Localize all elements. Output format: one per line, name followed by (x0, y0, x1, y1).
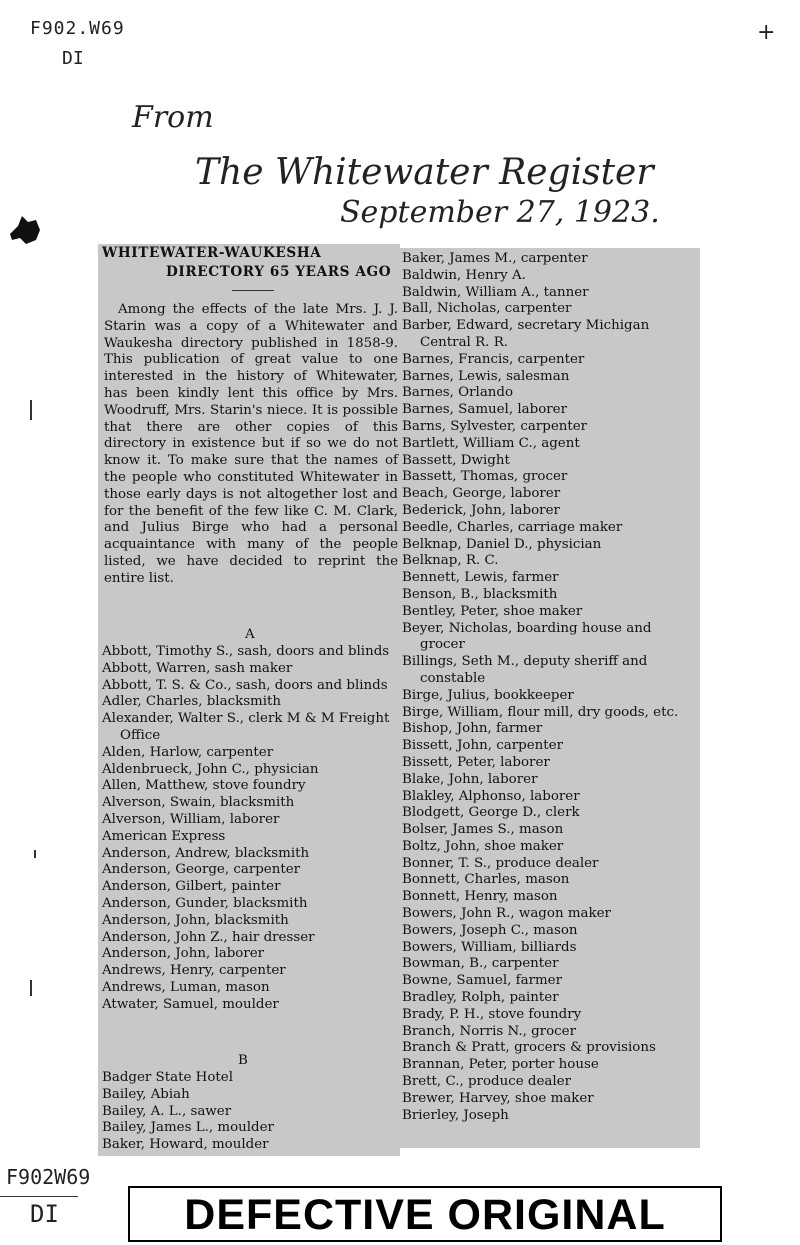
handwritten-source: The Whitewater Register (195, 152, 654, 193)
directory-entry: Birge, William, flour mill, dry goods, etc. (402, 704, 679, 720)
directory-entry: Bowers, Joseph C., mason (402, 922, 578, 938)
directory-entry: Brady, P. H., stove foundry (402, 1006, 582, 1022)
directory-entry: Brett, C., produce dealer (402, 1074, 571, 1090)
directory-entry: Aldenbrueck, John C., physician (102, 761, 319, 777)
directory-entry: Bonnett, Charles, mason (402, 872, 570, 888)
directory-entry: Baldwin, Henry A. (402, 267, 526, 283)
directory-entry: Anderson, George, carpenter (102, 862, 301, 878)
directory-entry: Anderson, John, blacksmith (102, 912, 289, 928)
headline-line-2: DIRECTORY 65 YEARS AGO (166, 264, 392, 280)
directory-entry: Adler, Charles, blacksmith (102, 694, 282, 710)
catalog-sub-bottom: DI (30, 1200, 59, 1228)
directory-entry: Boltz, John, shoe maker (402, 838, 564, 854)
directory-entry: Bennett, Lewis, farmer (402, 570, 559, 586)
directory-entry: Baldwin, William A., tanner (402, 284, 589, 300)
directory-entry: Blakley, Alphonso, laborer (402, 788, 580, 804)
directory-entry: Bolser, James S., mason (402, 822, 564, 838)
directory-entry: Abbott, T. S. & Co., sash, doors and blinds (102, 677, 388, 693)
directory-entry: Anderson, Andrew, blacksmith (102, 845, 310, 861)
directory-entry: Birge, Julius, bookkeeper (402, 687, 574, 703)
directory-entry: Andrews, Henry, carpenter (102, 963, 286, 979)
directory-entry: Abbott, Warren, sash maker (102, 660, 293, 676)
directory-entry: Bonnett, Henry, mason (402, 889, 558, 905)
catalog-number-top: F902.W69 (30, 18, 125, 39)
directory-entry: Bailey, Abiah (102, 1086, 190, 1102)
directory-entry: Belknap, R. C. (402, 553, 499, 569)
catalog-sub-top: DI (62, 48, 84, 69)
directory-entry: Allen, Matthew, stove foundry (102, 778, 306, 794)
directory-entry: Barnes, Francis, carpenter (402, 351, 585, 367)
directory-entry: Barnes, Lewis, salesman (402, 368, 570, 384)
section-letter-a: A (245, 627, 255, 642)
directory-entry: Bonner, T. S., produce dealer (402, 855, 599, 871)
ink-blot-icon (6, 212, 44, 248)
catalog-underline (0, 1196, 78, 1197)
directory-entry: Barns, Sylvester, carpenter (402, 418, 588, 434)
directory-entry: Bassett, Dwight (402, 452, 510, 468)
directory-entry: Ball, Nicholas, carpenter (402, 301, 572, 317)
directory-entry: Alexander, Walter S., clerk M & M Freight Office (102, 711, 390, 743)
directory-entry: Brannan, Peter, porter house (402, 1057, 599, 1073)
directory-entry: Barnes, Orlando (402, 385, 514, 401)
directory-entry: Brierley, Joseph (402, 1107, 509, 1123)
directory-entry: Bowne, Samuel, farmer (402, 973, 562, 989)
directory-entry: Bradley, Rolph, painter (402, 990, 559, 1006)
directory-entry: American Express (102, 828, 226, 844)
margin-mark (30, 980, 32, 996)
intro-paragraph: Among the effects of the late Mrs. J. J. Starin was a copy of a Whitewater and Waukesha directory published in 1858-9. This publication of great value to one interested in the history of Whitewater, has been kindly lent this office by Mrs. Woodruff, Mrs. Starin's niece. It is possible that there are other copies of this directory in existence but if so we do not know it. To make sure that the names of the people who constituted Whitewater in those early days is not altogether lost and for the benefit of the few like C. M. Clark, and Julius Birge who had a personal acquaintance with many of the people listed, we have decided to reprint the entire list. (104, 302, 398, 586)
directory-entry: Atwater, Samuel, moulder (102, 996, 279, 1012)
directory-entry: Branch & Pratt, grocers & provisions (402, 1040, 656, 1056)
headline-line-1: WHITEWATER-WAUKESHA (102, 245, 322, 261)
directory-entry: Belknap, Daniel D., physician (402, 536, 602, 552)
directory-entry: Bentley, Peter, shoe maker (402, 603, 583, 619)
directory-entry: Bissett, Peter, laborer (402, 754, 550, 770)
directory-entry: Anderson, John Z., hair dresser (102, 929, 315, 945)
directory-entry: Bowers, William, billiards (402, 939, 577, 955)
directory-list-b-right (402, 251, 698, 1124)
directory-entry: Bailey, A. L., sawer (102, 1103, 232, 1119)
directory-entry: Beach, George, laborer (402, 486, 561, 502)
catalog-number-bottom: F902W69 (6, 1165, 91, 1189)
directory-entry: Branch, Norris N., grocer (402, 1023, 576, 1039)
directory-list-a (102, 644, 398, 1014)
directory-entry: Anderson, Gunder, blacksmith (102, 895, 308, 911)
handwritten-from: From (132, 100, 214, 135)
directory-entry: Billings, Seth M., deputy sheriff and constable (402, 654, 648, 686)
directory-entry: Brewer, Harvey, shoe maker (402, 1090, 594, 1106)
headline-divider (232, 290, 274, 291)
directory-entry: Baker, Howard, moulder (102, 1137, 269, 1153)
directory-entry: Anderson, Gilbert, painter (102, 879, 281, 895)
handwritten-date: September 27, 1923. (340, 195, 660, 230)
directory-entry: Blake, John, laborer (402, 771, 538, 787)
margin-mark (30, 400, 32, 420)
directory-entry: Bailey, James L., moulder (102, 1120, 274, 1136)
directory-entry: Alverson, Swain, blacksmith (102, 795, 295, 811)
directory-entry: Bassett, Thomas, grocer (402, 469, 568, 485)
directory-entry: Bishop, John, farmer (402, 721, 543, 737)
directory-entry: Barber, Edward, secretary Michigan Central R. R. (402, 318, 650, 350)
directory-entry: Alverson, William, laborer (102, 811, 280, 827)
directory-entry: Beyer, Nicholas, boarding house and grocer (402, 620, 652, 653)
directory-entry: Barnes, Samuel, laborer (402, 402, 567, 418)
directory-entry: Bederick, John, laborer (402, 502, 560, 518)
directory-entry: Badger State Hotel (102, 1070, 233, 1085)
directory-entry: Bowman, B., carpenter (402, 956, 559, 972)
directory-entry: Alden, Harlow, carpenter (102, 744, 274, 760)
directory-list-b-left (102, 1070, 398, 1154)
directory-entry: Baker, James M., carpenter (402, 251, 588, 266)
plus-mark: + (757, 20, 776, 45)
defective-original-stamp: DEFECTIVE ORIGINAL (128, 1186, 722, 1242)
section-letter-b: B (238, 1053, 248, 1068)
directory-entry: Bartlett, William C., agent (402, 435, 580, 451)
directory-entry: Anderson, John, laborer (102, 946, 265, 962)
directory-entry: Blodgett, George D., clerk (402, 805, 580, 821)
directory-entry: Benson, B., blacksmith (402, 586, 558, 602)
directory-entry: Abbott, Timothy S., sash, doors and blinds (102, 644, 390, 659)
directory-entry: Bowers, John R., wagon maker (402, 906, 611, 922)
directory-entry: Beedle, Charles, carriage maker (402, 519, 623, 535)
directory-entry: Andrews, Luman, mason (102, 979, 270, 995)
directory-entry: Bissett, John, carpenter (402, 738, 563, 754)
margin-mark (34, 850, 36, 858)
